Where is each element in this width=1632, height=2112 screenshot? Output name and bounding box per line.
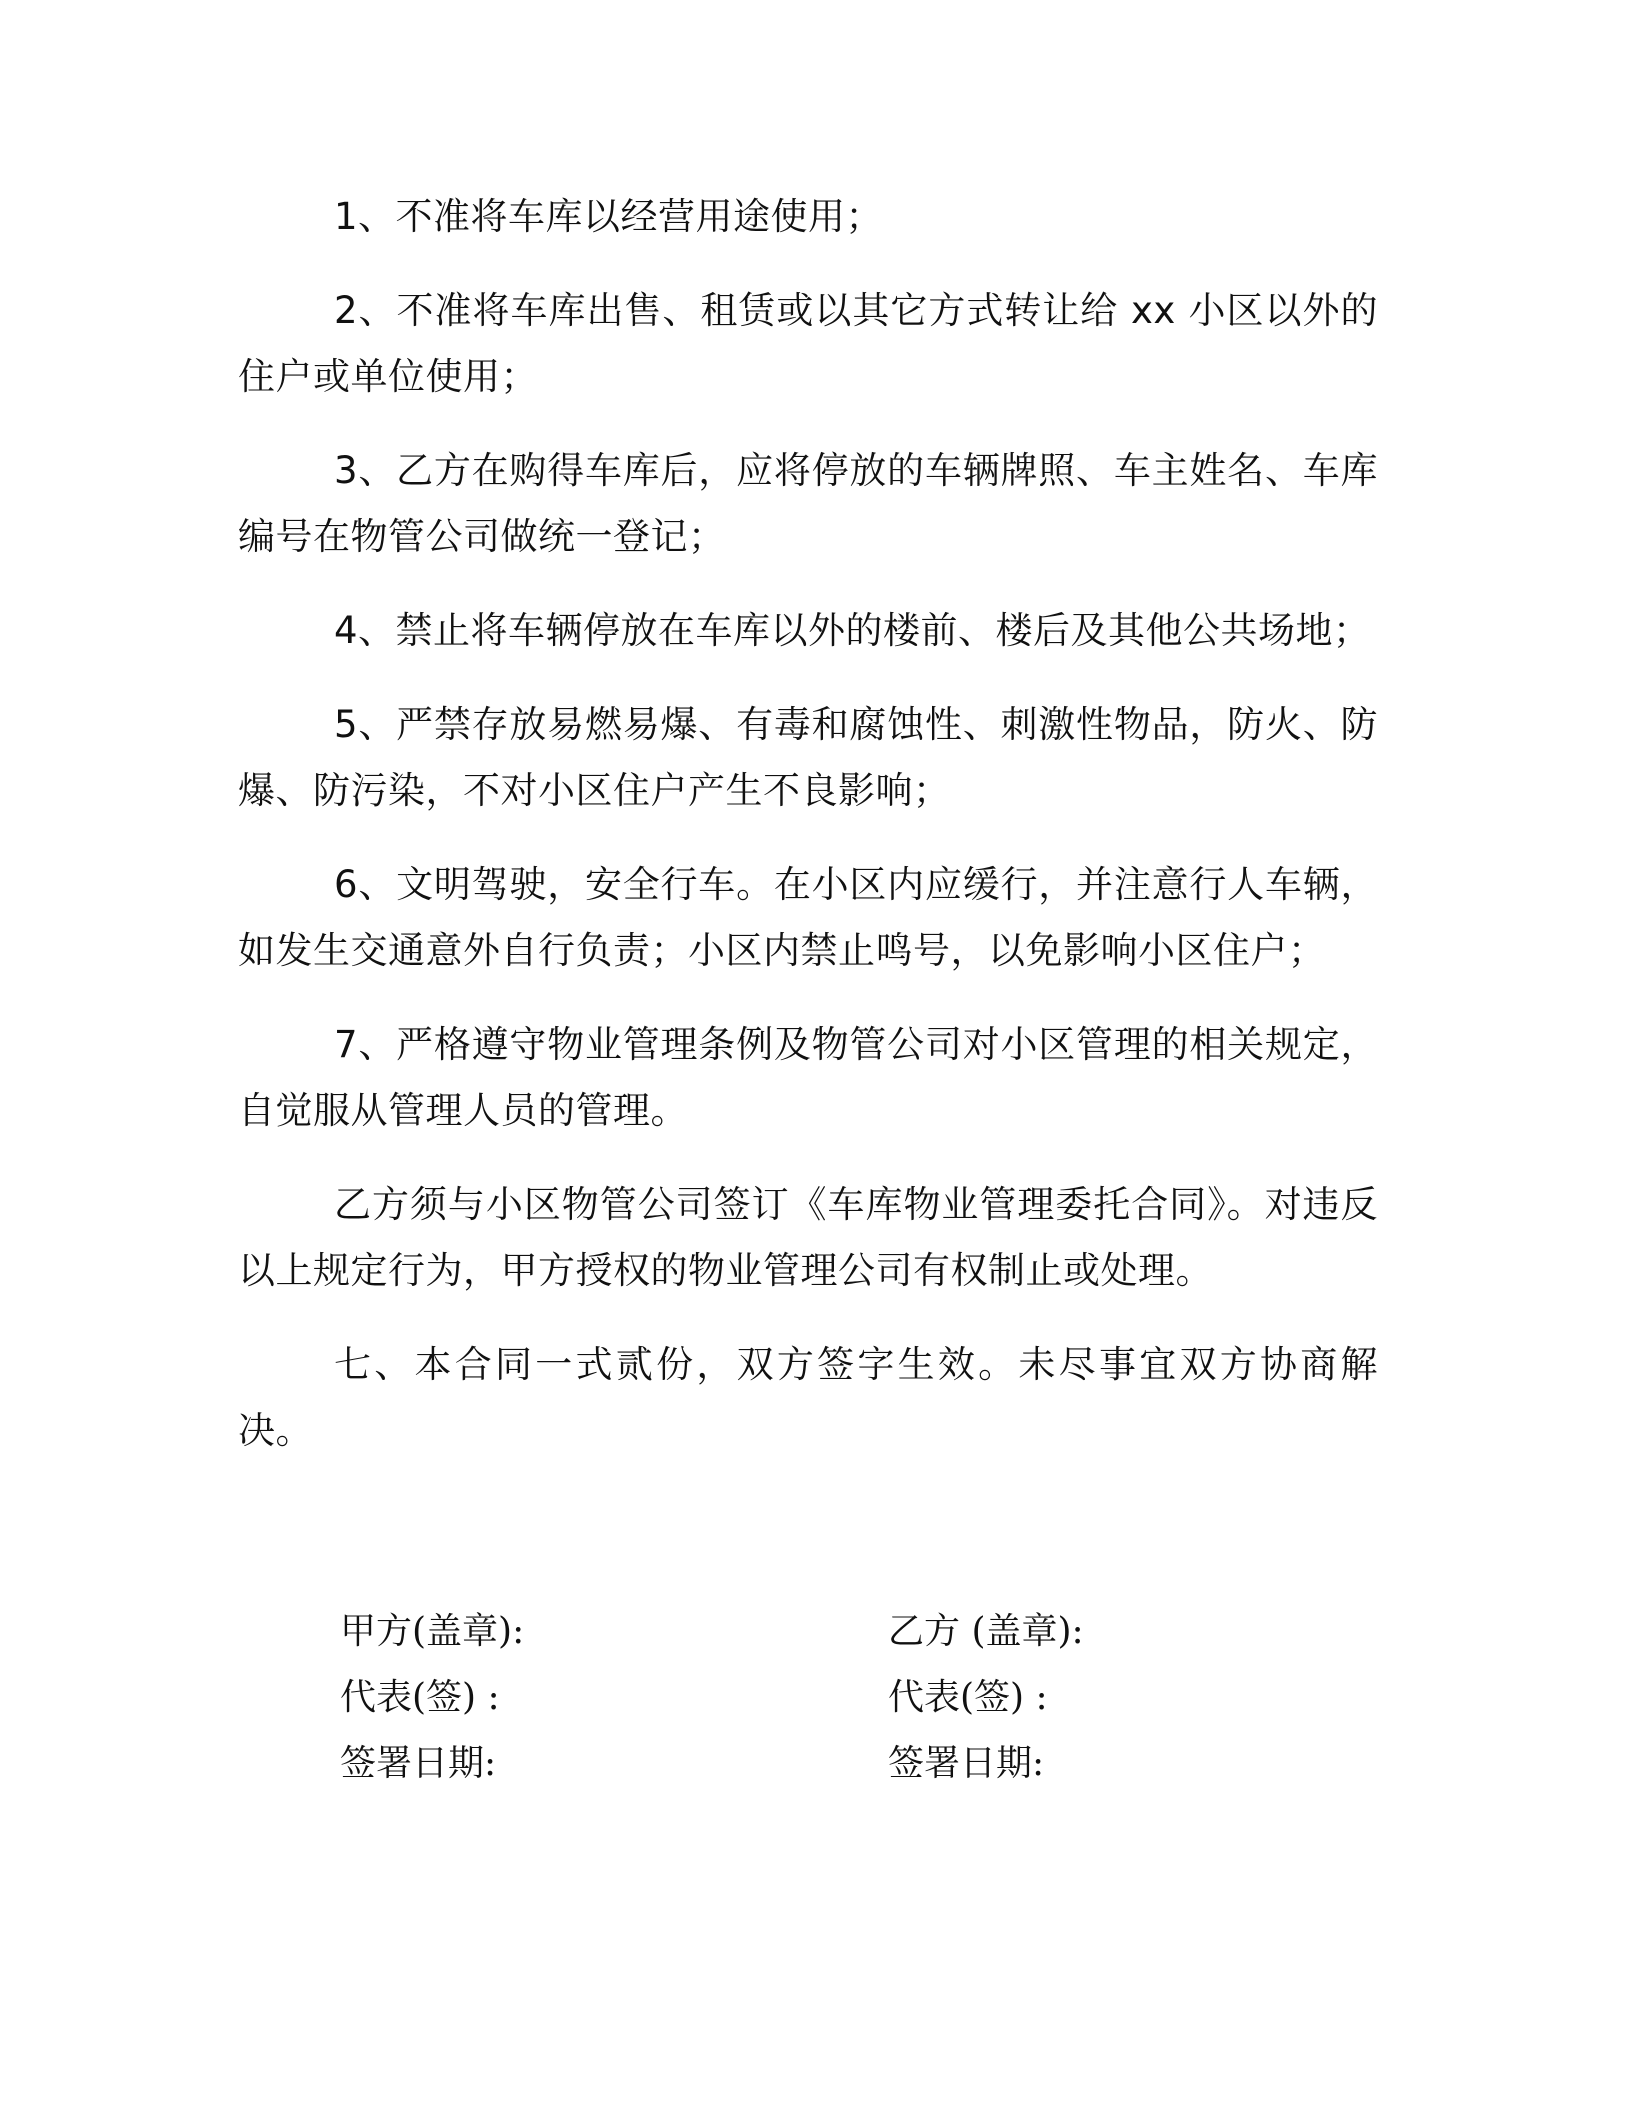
clause-5: 5、严禁存放易燃易爆、有毒和腐蚀性、刺激性物品，防火、防爆、防污染，不对小区住户产生不良影响； bbox=[238, 703, 1378, 812]
clause-3: 3、乙方在购得车库后，应将停放的车辆牌照、车主姓名、车库编号在物管公司做统一登记； bbox=[238, 449, 1378, 558]
management-contract-paragraph: 乙方须与小区物管公司签订《车库物业管理委托合同》。对违反以上规定行为，甲方授权的物业管理公司有权制止或处理。 bbox=[238, 1183, 1378, 1292]
clause-1: 1、不准将车库以经营用途使用； bbox=[334, 195, 884, 238]
party-b-representative-label: 代表(签) : bbox=[888, 1677, 1048, 1718]
clause-4: 4、禁止将车辆停放在车库以外的楼前、楼后及其他公共场地； bbox=[334, 609, 1371, 652]
party-b-date-label: 签署日期: bbox=[888, 1743, 1045, 1784]
article-seven: 七、本合同一式贰份，双方签字生效。未尽事宜双方协商解决。 bbox=[238, 1343, 1378, 1452]
party-a-seal-label: 甲方(盖章): bbox=[340, 1611, 525, 1652]
party-a-representative-label: 代表(签) : bbox=[340, 1677, 500, 1718]
clause-2: 2、不准将车库出售、租赁或以其它方式转让给 xx 小区以外的住户或单位使用； bbox=[238, 289, 1378, 398]
clause-6: 6、文明驾驶，安全行车。在小区内应缓行，并注意行人车辆，如发生交通意外自行负责；小区内禁止鸣号，以免影响小区住户； bbox=[238, 863, 1378, 972]
clause-7: 7、严格遵守物业管理条例及物管公司对小区管理的相关规定，自觉服从管理人员的管理。 bbox=[238, 1023, 1378, 1132]
contract-body bbox=[238, 184, 1378, 1492]
party-a-date-label: 签署日期: bbox=[340, 1743, 497, 1784]
party-b-seal-label: 乙方 (盖章): bbox=[888, 1611, 1084, 1652]
